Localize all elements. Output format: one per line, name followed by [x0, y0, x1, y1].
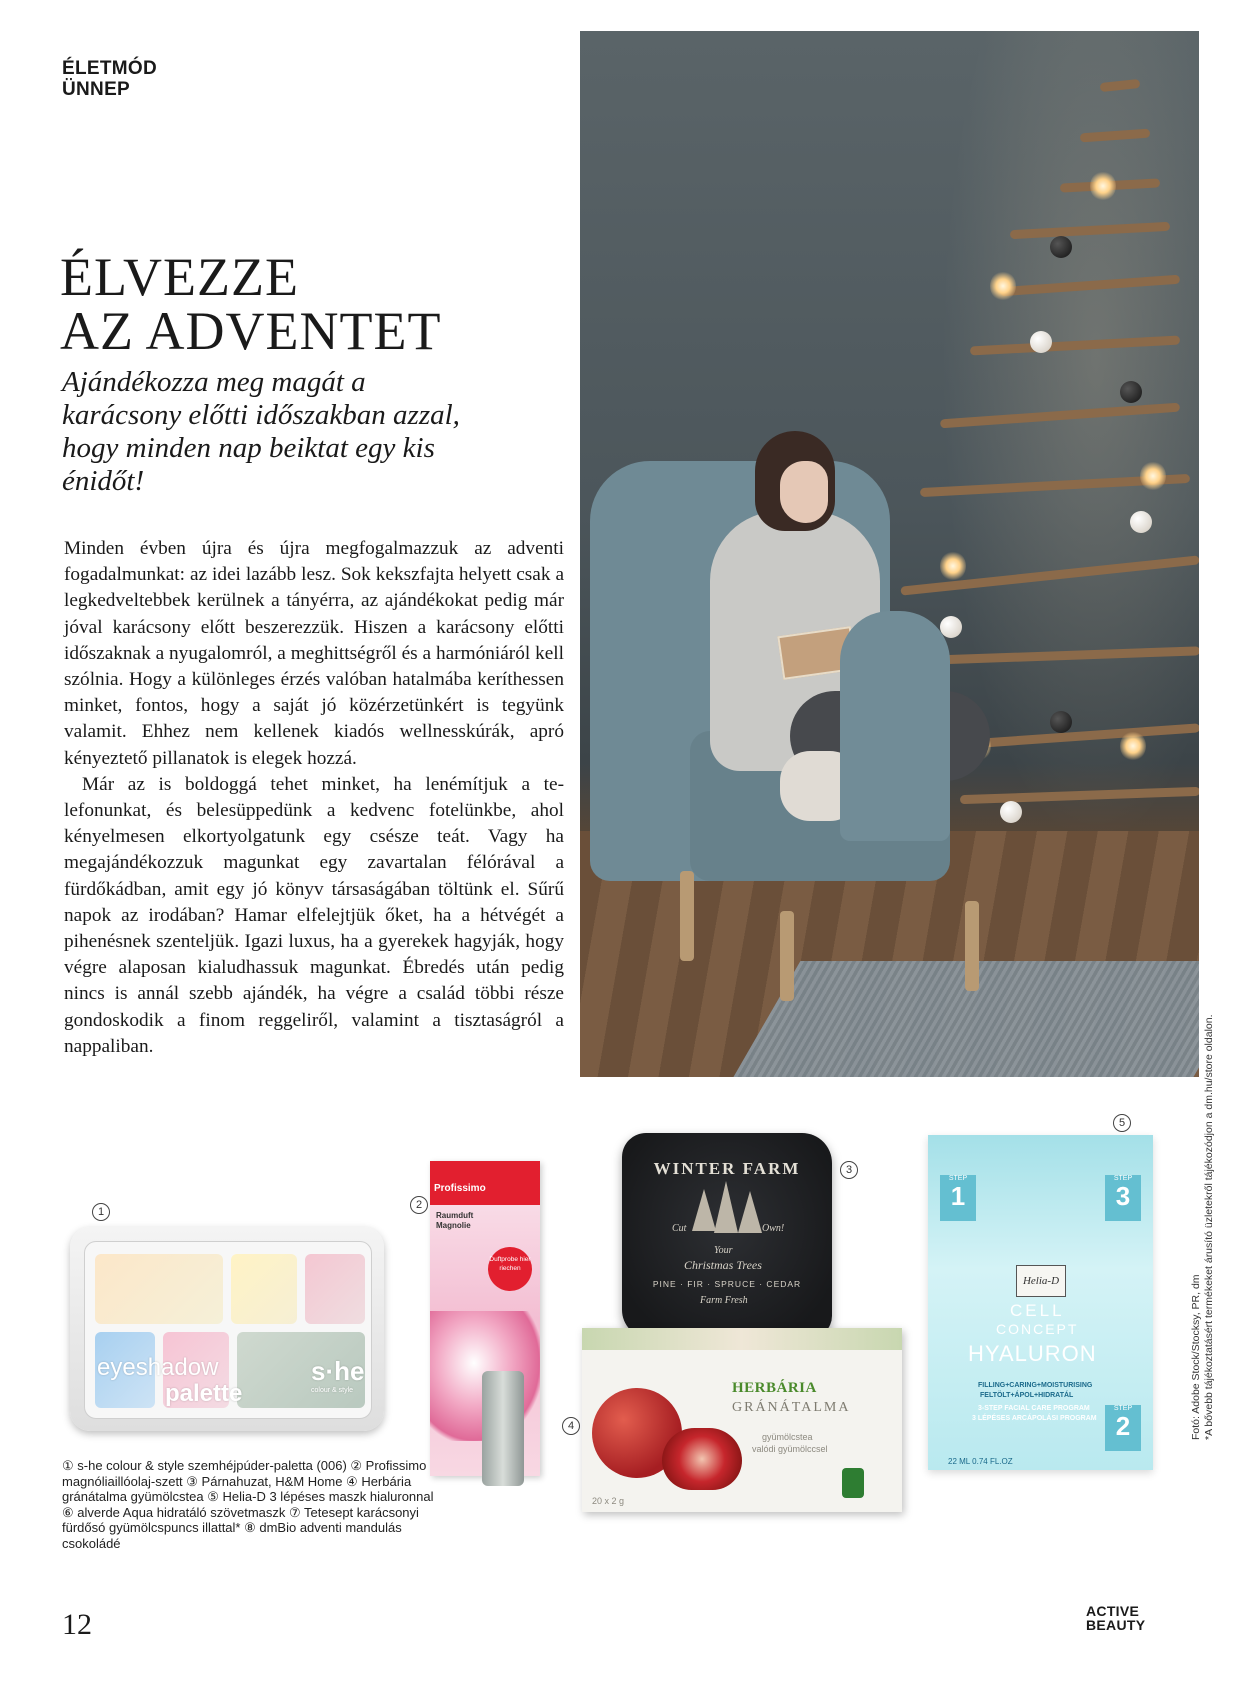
mask-program: 3-STEP FACIAL CARE PROGRAM	[978, 1405, 1090, 1412]
mask-program-hu: 3 LÉPÉSES ARCÁPOLÁSI PROGRAM	[972, 1415, 1097, 1422]
eyeshadow-pan	[231, 1254, 297, 1324]
light-ornament	[940, 616, 962, 638]
armchair-arm	[840, 611, 950, 841]
body-paragraph-1: Minden évben újra és újra megfogalmazzuk az adventi fogadalmunkat: az idei lazább lesz. Sok kekszfajta helyett csak a legkedveltebbek kerülnek a tányérra, az ajándékokat pedig már jóval karácsony előtt beszerezzük. Hiszen a karácsony előtti időszaknak a nyugalomról, a meghittségről és a harmóniáról kell szólnia. Hogy a különleges érzés valóban hatalmába keríthessen minket, fontos, hogy a saját jó közérzetünkért is tegyünk valamit. Ehhez nem kellenek kiadós wellnesskúrák, apró kényeztető pillanatok is elegek hozzá.	[64, 538, 564, 769]
light-ornament	[1000, 801, 1022, 823]
magazine-name	[1086, 1604, 1145, 1632]
product-number-5: 5	[1113, 1114, 1131, 1132]
mask-claims: FILLING+CARING+MOISTURISING	[978, 1382, 1093, 1389]
pillow-tree-types: PINE · FIR · SPRUCE · CEDAR	[652, 1279, 802, 1289]
tree-icon	[714, 1181, 738, 1233]
step-label: STEP	[1113, 1405, 1133, 1412]
palette-label-line-1: eyeshadow	[97, 1354, 219, 1381]
herbaria-tea-box	[582, 1328, 902, 1512]
eyeshadow-pan	[305, 1254, 365, 1324]
pillow-cut: Cut	[672, 1223, 687, 1234]
helia-d-mask	[928, 1135, 1153, 1470]
tea-name: GRÁNÁTALMA	[732, 1400, 851, 1415]
mask-concept: CONCEPT	[996, 1321, 1079, 1337]
diffuser-name-1: Raumduft	[436, 1211, 474, 1220]
magazine-line-2: BEAUTY	[1086, 1617, 1146, 1633]
hero-photo	[580, 31, 1199, 1077]
light-ornament	[1030, 331, 1052, 353]
palette-inner	[84, 1241, 372, 1419]
tea-brand: HERBÁRIA	[732, 1380, 817, 1396]
armchair-leg	[780, 911, 794, 1001]
pillow-title: WINTER FARM	[653, 1159, 801, 1178]
credits-line-2: *A bővebb tájékoztatásért termékeket árusító üzletekről tájékozódjon a dm.hu/store oldalon.	[1203, 1014, 1215, 1440]
product-number-4: 4	[562, 1417, 580, 1435]
product-number-1: 1	[92, 1203, 110, 1221]
pillow-your: Your	[714, 1245, 733, 1256]
tea-logo-icon	[842, 1468, 864, 1498]
article-title	[60, 247, 442, 361]
step-label: STEP	[1113, 1175, 1133, 1182]
pillow-own: Own!	[762, 1223, 785, 1234]
body-paragraph-2: Már az is boldoggá tehet minket, ha lenémítjuk a telefonunkat, és belesüppedünk a kedvenc fotelünkbe, ahol kényelmesen elkortyolgatunk egy csésze teát. Vagy ha megajándékozzuk magunkat egy zavartalan félórával a fürdőkádban, amit egy jó könyv társaságában töltünk el. Sűrű napok az irodában? Hamar elfelejtjük őket, ha a hétvégét a pihenésnek szenteljük. Igazi luxus, ha a gyerekek hagyják, hogy végre alaposan kialudhassuk magunkat. Ébredés után pedig nincs is annál szebb ajándék, ha végre a család többi része gondoskodik a finom reggeliről, valamint a tisztaságról a nappaliban.	[64, 773, 564, 1057]
article-lead: Ajándékozza meg magát a karácsony előtti időszakban azzal, hogy minden nap beiktat egy kis énidőt!	[62, 366, 460, 497]
title-line-2: AZ ADVENTET	[60, 301, 442, 361]
product-number-3: 3	[840, 1161, 858, 1179]
article-body	[64, 536, 564, 1060]
step-label: STEP	[948, 1175, 968, 1182]
light-bulb	[1120, 731, 1146, 761]
diffuser-badge: Duftprobe hier riechen	[488, 1247, 532, 1291]
dark-ornament	[1120, 381, 1142, 403]
light-bulb	[990, 271, 1016, 301]
photo-credits	[1190, 1014, 1216, 1440]
light-ornament	[1130, 511, 1152, 533]
pomegranate-half	[662, 1428, 742, 1490]
section-line-1: ÉLETMÓD	[62, 58, 157, 79]
section-label	[62, 58, 157, 100]
dark-ornament	[1050, 711, 1072, 733]
diffuser-bottle	[482, 1371, 524, 1486]
step-number: 2	[1115, 1411, 1131, 1441]
diffuser-product-name	[436, 1211, 473, 1231]
tea-weight: 20 x 2 g	[592, 1496, 625, 1506]
light-bulb	[940, 551, 966, 581]
step-number: 1	[950, 1181, 966, 1211]
diffuser-header	[430, 1161, 540, 1205]
tea-sub-2: valódi gyümölccsel	[752, 1444, 828, 1454]
light-bulb	[1140, 461, 1166, 491]
credits-line-1: Fotó: Adobe Stock/Stocksy, PR, dm	[1190, 1274, 1202, 1440]
light-bulb	[1090, 171, 1116, 201]
step-3-badge	[1105, 1175, 1141, 1221]
product-caption: ① s-he colour & style szemhéjpúder-paletta (006) ② Profissimo magnóliaillóolaj-szett ③ Párnahuzat, H&M Home ④ Herbária gránátalma gyümölcstea ⑤ Helia-D 3 lépéses maszk hialuronnal ⑥ alverde Aqua hidratáló szövetmaszk ⑦ Tetesept karácsonyi fürdősó gyümölcspuncs illattal* ⑧ dmBio adventi mandulás csokoládé	[62, 1458, 434, 1551]
eyeshadow-palette	[70, 1227, 384, 1431]
title-line-1: ÉLVEZZE	[60, 247, 299, 307]
dark-ornament	[1050, 236, 1072, 258]
woman-face	[780, 461, 828, 523]
winter-farm-pillow	[622, 1133, 832, 1338]
step-number: 3	[1115, 1181, 1131, 1211]
step-1-badge	[940, 1175, 976, 1221]
armchair-leg	[680, 871, 694, 961]
mask-hyaluron: HYALURON	[968, 1341, 1097, 1366]
page-number: 12	[62, 1608, 92, 1641]
mask-volume: 22 ML 0.74 FL.OZ	[948, 1457, 1013, 1466]
tree-icon	[692, 1189, 716, 1231]
product-number-2: 2	[410, 1196, 428, 1214]
armchair-leg	[965, 901, 979, 991]
tea-box-top	[582, 1328, 902, 1350]
tea-sub-1: gyümölcstea	[762, 1432, 813, 1442]
magazine-line-1: ACTIVE	[1086, 1603, 1140, 1619]
palette-label-line-2: palette	[165, 1380, 243, 1407]
mask-claims-hu: FELTÖLT+ÁPOL+HIDRATÁL	[980, 1392, 1074, 1399]
eyeshadow-pan	[95, 1254, 223, 1324]
mask-cell: CELL	[1010, 1301, 1065, 1320]
helia-d-logo: Helia-D	[1016, 1265, 1066, 1297]
pillow-farm-fresh: Farm Fresh	[700, 1295, 748, 1306]
section-line-2: ÜNNEP	[62, 79, 131, 100]
pillow-trees: Christmas Trees	[684, 1258, 762, 1272]
step-2-badge	[1105, 1405, 1141, 1451]
diffuser-name-2: Magnolie	[436, 1221, 471, 1230]
diffuser-brand: Profissimo	[434, 1183, 486, 1194]
palette-brand: s·he	[311, 1356, 365, 1386]
tree-icon	[738, 1191, 762, 1233]
palette-brand-sub: colour & style	[311, 1387, 354, 1394]
